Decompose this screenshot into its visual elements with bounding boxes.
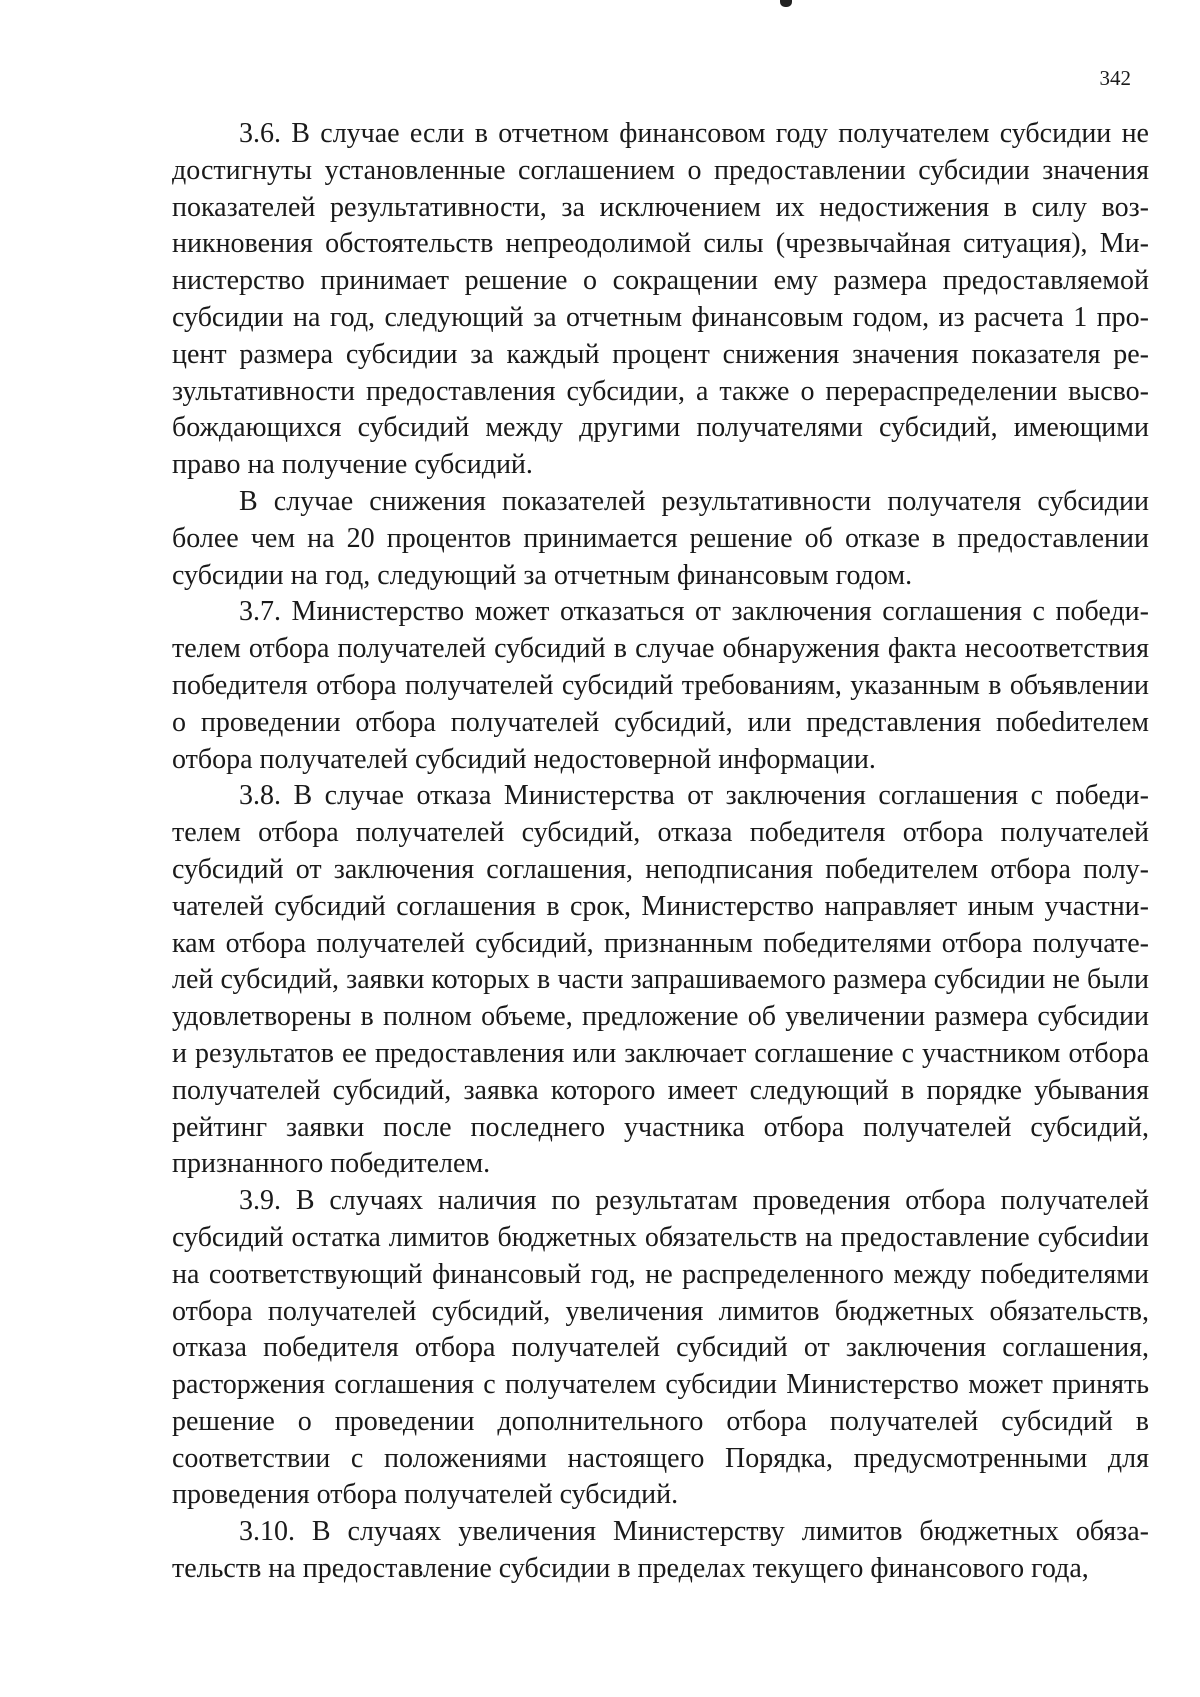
- scan-artifact-mark: [780, 0, 792, 7]
- paragraph-3-7: 3.7. Министерство может отказаться от заключения соглашения с победителем отбора получателей субсидий в случае обнаружения факта несоответствия победителя отбора получателей субсидий требованиям, указанным в объявлении о проведении отбора получателей субсидий, или представления побеdителем отбора получателей субсидий недостоверной информации.: [172, 596, 1149, 775]
- page-number: 342: [1099, 66, 1131, 90]
- paragraph-3-8: 3.8. В случае отказа Министерства от заключения соглашения с победителем отбора получателей субсидий, отказа победителя отбора получателей субсидий от заключения соглашения, неподписания победителем отбора получателей субсидий соглашения в срок, Министерство направляет иным участникам отбора получателей субсидий, признанным победителями отбора получателей субсидий, заявки которых в части запрашиваемого размера субсидии не были удовлетворены в полном объеме, предложение об увеличении размера субсидии и результатов ее предоставления или заключает соглашение с участником отбора получателей субсидий, заявка которого имеет следующий в порядке убывания рейтинг заявки после последнего участника отбора получателей субсидий, признанного победителем.: [172, 780, 1149, 1180]
- paragraph-3-10: 3.10. В случаях увеличения Министерству лимитов бюджетных обязательств на предоставление субсидии в пределах текущего финансового года,: [172, 1516, 1149, 1585]
- paragraph-3-6: 3.6. В случае если в отчетном финансовом году получателем субсидии не достигнуты установленные соглашением о предоставлении субсидии значения показателей результативности, за исключением их недостижения в силу возникновения обстоятельств непреодолимой силы (чрезвычайная ситуация), Министерство принимает решение о сокращении ему размера предоставляемой субсидии на год, следующий за отчетным финансовым годом, из расчета 1 процент размера субсидии за каждый процент снижения значения показателя результативности предоставления субсидии, а также о перераспределении высвобождающихся субсидий между другими получателями субсидий, имеющими право на получение субсидий.: [172, 118, 1149, 481]
- paragraph-3-9: 3.9. В случаях наличия по результатам проведения отбора получателей субсидий остатка лимитов бюджетных обязательств на предоставление субсиdии на соответствующий финансовый год, не распределенного между победителями отбора получателей субсидий, увеличения лимитов бюджетных обязательств, отказа победителя отбора получателей субсидий от заключения соглашения, расторжения соглашения с получателем субсидии Министерство может принять решение о проведении дополнительного отбора получателей субсидий в соответствии с положениями настоящего Порядка, предусмотренными для проведения отбора получателей субсидий.: [172, 1185, 1149, 1511]
- paragraph-3-6-continuation: В случае снижения показателей результативности получателя субсидии более чем на 20 процентов принимается решение об отказе в предоставлении субсидии на год, следующий за отчетным финансовым годом.: [172, 485, 1149, 591]
- document-body: [172, 116, 1149, 1588]
